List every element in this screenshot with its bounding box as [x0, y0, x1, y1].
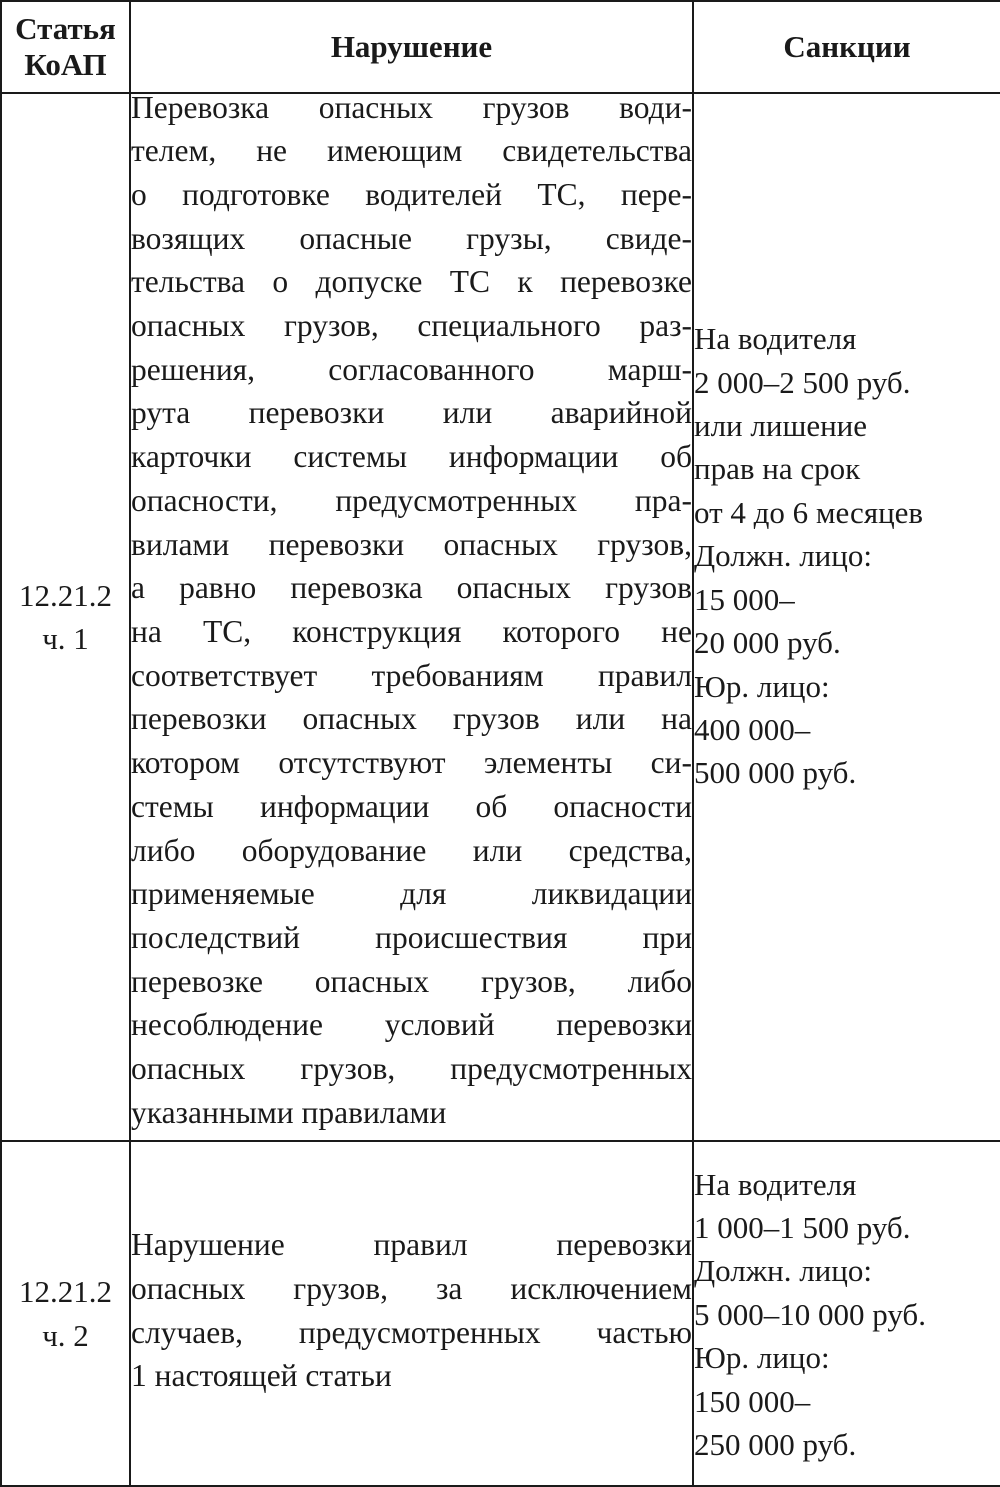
- violation-line: на ТС, конструкция которого не: [131, 614, 692, 649]
- sanction-line: или лишение: [694, 408, 868, 444]
- sanction-line: 1 000–1 500 руб.: [694, 1209, 911, 1245]
- table-header-row: [1, 1, 1000, 93]
- header-article: [1, 1, 130, 93]
- violation-line: перевозки опасных грузов или на: [131, 701, 692, 737]
- sanction-line: На водителя: [694, 321, 857, 357]
- violation-line: карточки системы информации об: [131, 439, 692, 475]
- sanctions-cell: [693, 1141, 1000, 1486]
- violation-line: о подготовке водителей ТС, пере-: [131, 176, 692, 212]
- sanction-line: Юр. лицо:: [694, 1340, 830, 1376]
- violation-cell: [130, 89, 693, 1141]
- sanction-line: 150 000–: [694, 1383, 811, 1419]
- violation-line: опасных грузов, специального раз-: [131, 308, 692, 344]
- violation-line: вилами перевозки опасных грузов,: [131, 526, 692, 562]
- violation-line: последствий происшествия при: [131, 919, 692, 955]
- sanction-line: от 4 до 6 месяцев: [694, 494, 924, 530]
- sanction-line: Должн. лицо:: [694, 538, 872, 574]
- violation-line: применяемые для ликвидации: [131, 876, 692, 912]
- sanction-line: 400 000–: [694, 711, 811, 747]
- violation-cell: [130, 1141, 693, 1486]
- violation-line: случаев, предусмотренных частью: [131, 1314, 692, 1350]
- violation-line: опасных грузов, предусмотренных: [131, 1051, 692, 1087]
- violation-line: телем, не имеющим свидетельства: [131, 133, 692, 169]
- violation-line: перевозке опасных грузов, либо: [131, 963, 692, 999]
- sanction-line: Должн. лицо:: [694, 1253, 872, 1289]
- sanction-line: 5 000–10 000 руб.: [694, 1296, 926, 1332]
- violation-line: опасности, предусмотренных пра-: [131, 482, 692, 518]
- article-part: ч. 1: [42, 621, 89, 656]
- table-row: [1, 93, 1000, 1141]
- header-article-line: КоАП: [24, 47, 107, 82]
- sanction-line: На водителя: [694, 1166, 857, 1202]
- sanction-line: 20 000 руб.: [694, 625, 841, 661]
- violation-line: рута перевозки или аварийной: [131, 395, 692, 431]
- violation-line: несоблюдение условий перевозки: [131, 1007, 692, 1043]
- header-sanctions: Санкции: [693, 1, 1000, 93]
- violation-line: соответствует требованиям правил: [131, 657, 692, 693]
- violation-line: возящих опасные грузы, свиде-: [131, 220, 692, 256]
- sanction-line: прав на срок: [694, 451, 861, 487]
- violation-line: тельства о допуске ТС к перевозке: [131, 264, 692, 300]
- violation-line: либо оборудование или средства,: [131, 832, 692, 868]
- violation-line: 1 настоящей статьи: [131, 1358, 392, 1394]
- article-part: ч. 2: [42, 1317, 89, 1353]
- sanction-line: 15 000–: [694, 581, 795, 617]
- violation-line: указанными правилами: [131, 1094, 447, 1130]
- article-cell: [1, 93, 130, 1141]
- header-article-line: Статья: [15, 11, 116, 46]
- sanctions-cell: [693, 93, 1000, 1141]
- violation-line: котором отсутствуют элементы си-: [131, 745, 692, 781]
- violation-line: Нарушение правил перевозки: [131, 1227, 692, 1263]
- sanction-line: 250 000 руб.: [694, 1427, 857, 1463]
- article-number: 12.21.2: [19, 577, 112, 613]
- violation-line: Перевозка опасных грузов води-: [131, 89, 692, 125]
- article-cell: [1, 1141, 130, 1486]
- header-violation: Нарушение: [130, 1, 693, 93]
- violation-line: стемы информации об опасности: [131, 788, 692, 824]
- violation-line: решения, согласованного марш-: [131, 351, 692, 387]
- sanction-line: 500 000 руб.: [694, 755, 857, 791]
- sanction-line: 2 000–2 500 руб.: [694, 364, 911, 400]
- violation-line: а равно перевозка опасных грузов: [131, 570, 692, 606]
- article-number: 12.21.2: [19, 1274, 112, 1309]
- table-row: [1, 1141, 1000, 1486]
- violation-line: опасных грузов, за исключением: [131, 1270, 692, 1306]
- sanction-line: Юр. лицо:: [694, 668, 830, 704]
